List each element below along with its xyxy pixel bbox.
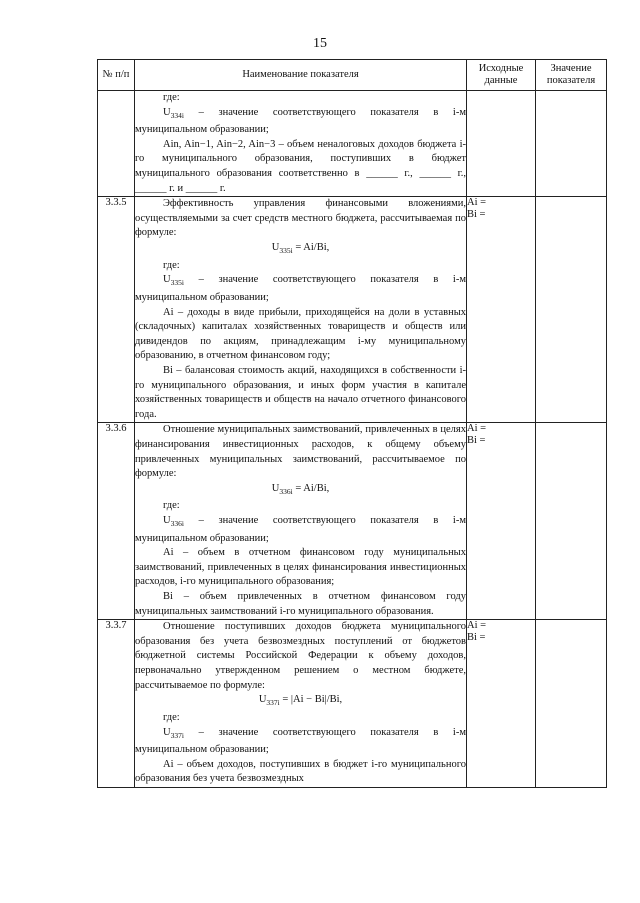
u-symbol: U <box>163 726 171 738</box>
formula-symbol: U <box>258 694 267 706</box>
u-symbol: U <box>163 106 171 118</box>
row-source <box>467 91 536 197</box>
formula-rest: = Ai/Bi, <box>292 242 330 254</box>
formula <box>135 241 466 259</box>
u-definition <box>135 726 466 758</box>
indicator-table <box>97 59 607 788</box>
formula <box>135 693 466 711</box>
row-value <box>536 197 607 423</box>
formula-rest: = Ai/Bi, <box>292 482 330 494</box>
table-row <box>98 423 607 620</box>
indicator-intro: Отношение муниципальных заимствований, привлеченных в целях финансирования инвестиционных расходов, к общему объему привлеченных муниципальных заимствований, рассчитываемое по формуле: <box>135 424 466 480</box>
row-source <box>467 197 536 423</box>
a-definition: Ai – доходы в виде прибыли, приходящейся на доли в уставных (складочных) капиталах хозяйственных товариществ и обществ или дивидендов по акциям, принадлежащим i-му муниципальному образованию, в отчетном финансовом году; <box>135 306 466 362</box>
u-definition <box>135 514 466 546</box>
a-definition: Ain, Ain−1, Ain−2, Ain−3 – объем неналоговых доходов бюджета i-го муниципального образования, поступивших в бюджет муниципального образования соответственно в ______ г., ______ г., ______ г. и ______ г. <box>135 138 466 194</box>
header-num: № п/п <box>98 60 135 91</box>
u-symbol: U <box>163 515 171 526</box>
u-subscript: 335i <box>170 278 184 288</box>
table-row <box>98 620 607 788</box>
row-num: 3.3.7 <box>98 620 135 788</box>
row-num <box>98 91 135 197</box>
header-name: Наименование показателя <box>135 60 467 91</box>
header-source: Исходные данные <box>467 60 536 91</box>
indicator-intro: Отношение поступивших доходов бюджета муниципального образования без учета безвозмездных поступлений от бюджетов бюджетной системы Российской Федерации к объему доходов, первоначально утвержденном решением о местном бюджете, рассчитываемое по формуле: <box>135 621 466 691</box>
row-value <box>536 423 607 620</box>
formula-rest: = |Ai − Bi|/Bi, <box>279 694 343 706</box>
u-subscript: 336i <box>170 519 184 529</box>
row-num: 3.3.5 <box>98 197 135 423</box>
a-definition: Ai – объем в отчетном финансовом году муниципальных заимствований, привлеченных в целях финансирования инвестиционных расходов, i-го муниципального образования; <box>135 547 466 588</box>
b-definition: Bi – балансовая стоимость акций, находящихся в собственности i-го муниципального образования, и иных форм участия в капитале хозяйственных товариществ и обществ на начало отчетного финансового года. <box>135 364 466 420</box>
u-definition <box>135 273 466 305</box>
formula-subscript: 335i <box>279 246 293 256</box>
where-label: где: <box>163 259 180 271</box>
where-label: где: <box>163 500 180 512</box>
indicator-intro: Эффективность управления финансовыми вложениями, осуществляемыми за счет средств местного бюджета, рассчитываемая по формуле: <box>135 198 466 239</box>
u-text: – значение соответствующего показателя в i-м муниципальном образовании; <box>135 515 466 544</box>
a-definition: Ai – объем доходов, поступивших в бюджет i-го муниципального образования без учета безвозмездных <box>135 758 466 785</box>
u-text: – значение соответствующего показателя в i-м муниципальном образовании; <box>135 726 466 756</box>
row-description <box>135 620 467 788</box>
where-label: где: <box>163 711 180 723</box>
table-row-continuation <box>98 91 607 197</box>
row-source <box>467 423 536 620</box>
u-symbol: U <box>163 274 171 286</box>
header-value: Значение показателя <box>536 60 607 91</box>
row-description <box>135 423 467 620</box>
page-number: 15 <box>313 36 327 51</box>
source-a: Ai = <box>467 620 487 632</box>
b-definition: Bi – объем привлеченных в отчетном финансовом году муниципальных заимствований i-го муниципального образования. <box>135 591 466 617</box>
formula <box>135 482 466 500</box>
formula-subscript: 336i <box>279 486 293 496</box>
table-header-row <box>98 60 607 91</box>
where-label: где: <box>163 92 180 103</box>
row-value <box>536 91 607 197</box>
u-text: – значение соответствующего показателя в i-м муниципальном образовании; <box>135 274 466 303</box>
source-b: Bi = <box>467 632 486 644</box>
formula-subscript: 337i <box>266 698 280 708</box>
formula-symbol: U <box>271 482 280 494</box>
source-b: Bi = <box>467 435 486 447</box>
u-subscript: 337i <box>170 730 184 740</box>
source-a: Ai = <box>467 423 487 435</box>
row-value <box>536 620 607 788</box>
row-source <box>467 620 536 788</box>
source-a: Ai = <box>467 197 487 209</box>
row-description <box>135 91 467 197</box>
formula-symbol: U <box>271 242 280 254</box>
row-description <box>135 197 467 423</box>
u-text: – значение соответствующего показателя в i-м муниципальном образовании; <box>135 106 466 136</box>
source-b: Bi = <box>467 209 486 221</box>
row-num: 3.3.6 <box>98 423 135 620</box>
u-subscript: 334i <box>170 110 184 120</box>
u-definition <box>135 106 466 138</box>
table-row <box>98 197 607 423</box>
